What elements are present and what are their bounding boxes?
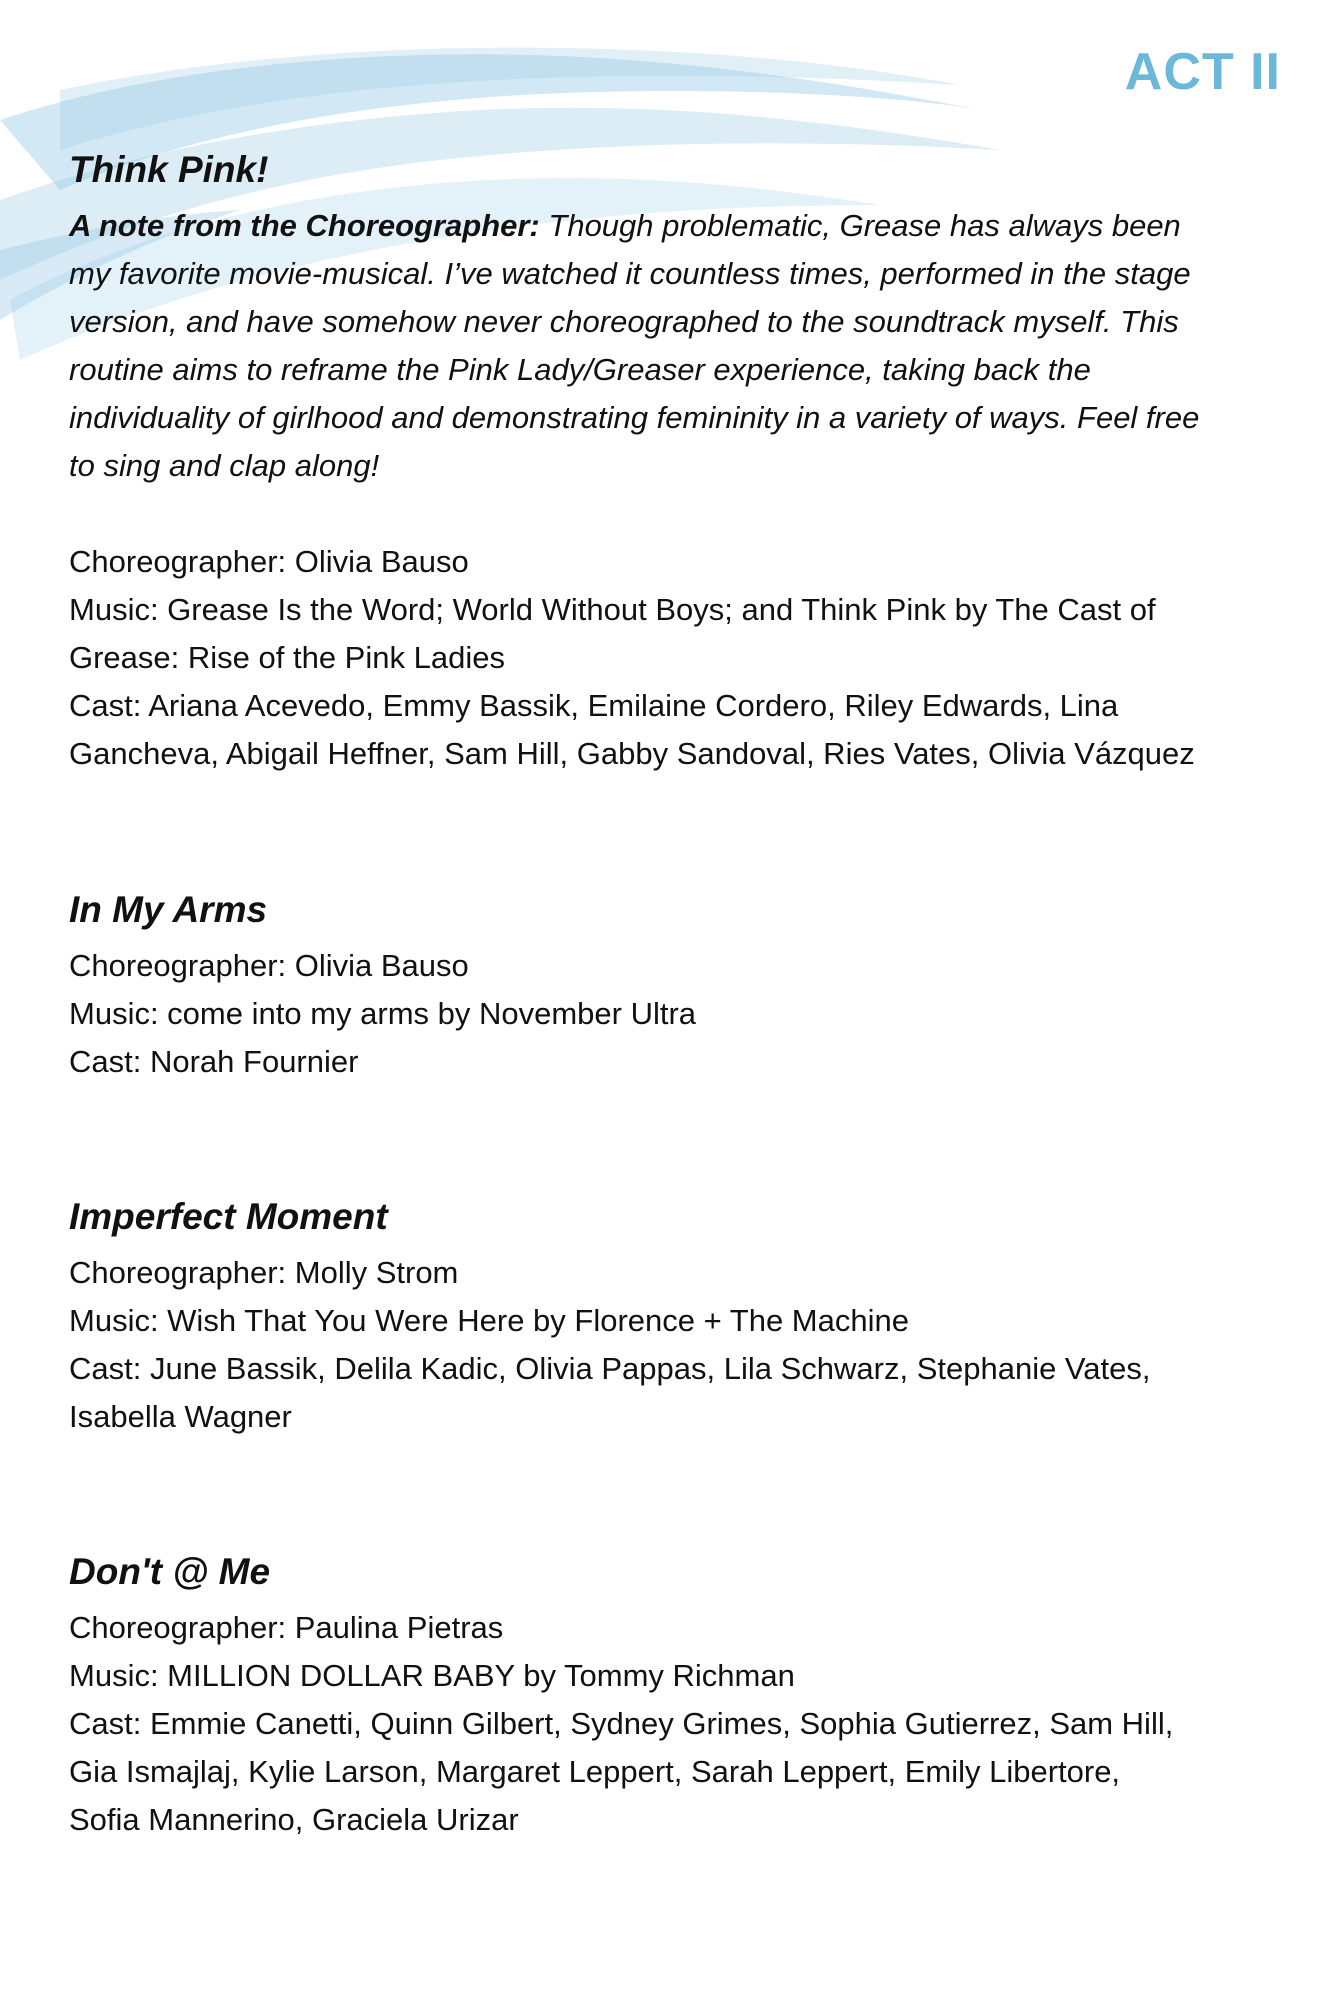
choreographer-credit: Choreographer: Olivia Bauso [69, 544, 469, 579]
program-entry-in-my-arms [69, 886, 1249, 1086]
cast-list-continued: Sofia Mannerino, Graciela Urizar [69, 1802, 519, 1837]
cast-list-continued: Gancheva, Abigail Heffner, Sam Hill, Gabby Sandoval, Ries Vates, Olivia Vázquez [69, 736, 1195, 771]
program-entry-think-pink [69, 146, 1249, 778]
note-label: A note from the Choreographer: [69, 208, 540, 243]
piece-title: In My Arms [69, 889, 268, 930]
piece-title: Don't @ Me [69, 1551, 271, 1592]
program-entry-imperfect-moment [69, 1193, 1249, 1441]
music-credit: Music: come into my arms by November Ultra [69, 996, 697, 1031]
cast-list: Cast: Emmie Canetti, Quinn Gilbert, Sydney Grimes, Sophia Gutierrez, Sam Hill, [69, 1706, 1174, 1741]
music-credit-continued: Grease: Rise of the Pink Ladies [69, 640, 505, 675]
choreographer-credit: Choreographer: Molly Strom [69, 1255, 459, 1290]
cast-list: Cast: Ariana Acevedo, Emmy Bassik, Emilaine Cordero, Riley Edwards, Lina [69, 688, 1119, 723]
cast-list-continued: Isabella Wagner [69, 1399, 292, 1434]
choreographer-note [69, 202, 1229, 490]
music-credit: Music: Grease Is the Word; World Without Boys; and Think Pink by The Cast of [69, 592, 1156, 627]
note-text: Though problematic, Grease has always been my favorite movie-musical. I’ve watched it countless times, performed in the stage version, and have somehow never choreographed to the soundtrack myself. This routine aims to reframe the Pink Lady/Greaser experience, taking back the individuality of girlhood and demonstrating femininity in a variety of ways. Feel free to sing and clap along! [69, 208, 1200, 483]
piece-title: Imperfect Moment [69, 1196, 388, 1237]
music-credit: Music: MILLION DOLLAR BABY by Tommy Richman [69, 1658, 795, 1693]
piece-title: Think Pink! [69, 149, 269, 190]
cast-list: Cast: Norah Fournier [69, 1044, 359, 1079]
program-entry-dont-at-me [69, 1548, 1249, 1844]
cast-list: Cast: June Bassik, Delila Kadic, Olivia Pappas, Lila Schwarz, Stephanie Vates, [69, 1351, 1151, 1386]
choreographer-credit: Choreographer: Olivia Bauso [69, 948, 469, 983]
cast-list-continued: Gia Ismajlaj, Kylie Larson, Margaret Leppert, Sarah Leppert, Emily Libertore, [69, 1754, 1121, 1789]
act-heading: ACT II [1124, 43, 1281, 101]
music-credit: Music: Wish That You Were Here by Florence + The Machine [69, 1303, 909, 1338]
choreographer-credit: Choreographer: Paulina Pietras [69, 1610, 504, 1645]
